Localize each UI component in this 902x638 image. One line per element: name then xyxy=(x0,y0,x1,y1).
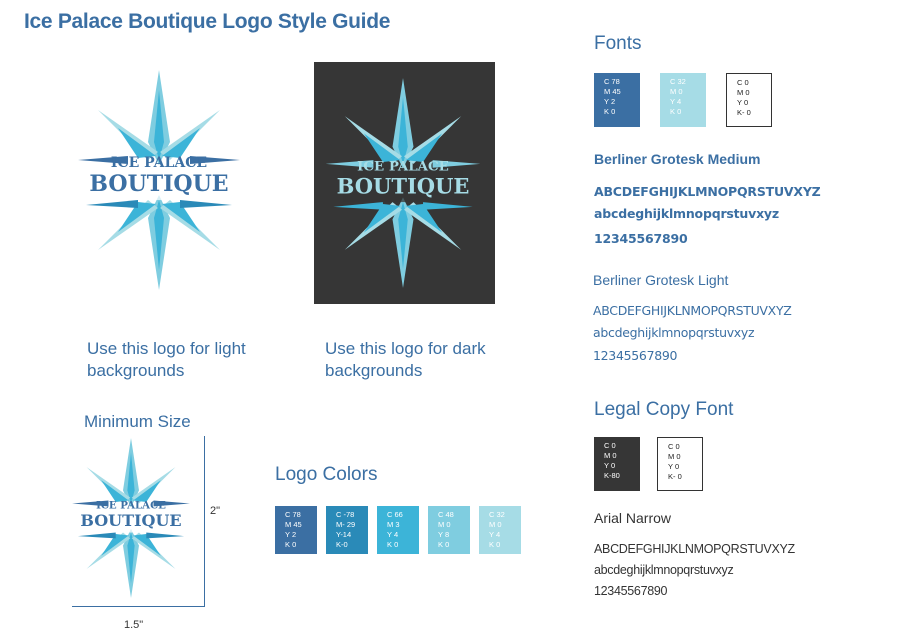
swatch-value: C 0 xyxy=(604,441,616,450)
logo-minimum-size xyxy=(72,438,190,598)
swatch-value: C 32 xyxy=(489,510,505,519)
swatch-value: C 0 xyxy=(737,78,749,87)
swatch-value: Y 8 xyxy=(438,530,450,539)
logo-color-swatch xyxy=(275,506,317,554)
logo-color-swatch xyxy=(479,506,521,554)
font-color-swatch xyxy=(660,73,706,127)
logo-line1: ICE PALACE xyxy=(96,499,166,512)
font-light-specimen xyxy=(593,300,792,367)
swatch-value: K-0 xyxy=(336,540,348,549)
fonts-heading: Fonts xyxy=(594,33,642,54)
caption-light xyxy=(87,338,246,382)
swatch-value: K 0 xyxy=(387,540,399,549)
font-light-digits: 12345567890 xyxy=(593,348,678,363)
swatch-value: Y-14 xyxy=(336,530,352,539)
minimum-size-heading: Minimum Size xyxy=(84,412,191,431)
logo-color-swatch xyxy=(326,506,368,554)
legal-color-swatch xyxy=(657,437,703,491)
swatch-value: Y 0 xyxy=(668,462,680,471)
swatch-value: M 0 xyxy=(489,520,502,529)
caption-dark xyxy=(325,338,486,382)
swatch-value: C 66 xyxy=(387,510,403,519)
width-dimension-line xyxy=(72,606,205,607)
swatch-value: M 45 xyxy=(285,520,302,529)
swatch-value: K 0 xyxy=(489,540,501,549)
font-light-lower: abcdeghijklmnopqrstuvxyz xyxy=(593,325,755,340)
swatch-value: M 0 xyxy=(670,87,683,96)
swatch-value: K 0 xyxy=(670,107,682,116)
swatch-value: M 0 xyxy=(604,451,617,460)
width-dimension-label: 1.5" xyxy=(124,619,144,631)
font-color-swatch xyxy=(726,73,772,127)
swatch-value: C 78 xyxy=(604,77,620,86)
swatch-value: Y 0 xyxy=(737,98,749,107)
swatch-value: K 0 xyxy=(604,107,616,116)
font-color-swatch xyxy=(594,73,640,127)
caption-dark-line1: Use this logo for dark xyxy=(325,339,486,358)
swatch-value: Y 4 xyxy=(670,97,682,106)
swatch-value: Y 2 xyxy=(285,530,297,539)
swatch-value: Y 2 xyxy=(604,97,616,106)
logo-line2: BOUTIQUE xyxy=(89,171,229,197)
logo-colors-heading: Logo Colors xyxy=(275,464,378,485)
swatch-value: C 78 xyxy=(285,510,301,519)
swatch-value: M- 29 xyxy=(336,520,356,529)
swatch-value: Y 4 xyxy=(489,530,501,539)
swatch-value: M 3 xyxy=(387,520,400,529)
swatch-value: C -78 xyxy=(336,510,355,519)
legal-font-upper: ABCDEFGHIJKLNMOPQRSTUVXYZ xyxy=(594,542,795,556)
swatch-value: K 0 xyxy=(438,540,450,549)
logo-color-swatch xyxy=(428,506,470,554)
legal-font-specimen xyxy=(594,539,795,602)
swatch-value: M 0 xyxy=(668,452,681,461)
font-medium-upper: ABCDEFGHIJKLMNOPQRSTUVXYZ xyxy=(594,184,821,199)
height-dimension-line xyxy=(204,436,205,606)
caption-dark-line2: backgrounds xyxy=(325,361,423,380)
font-medium-digits: 12345567890 xyxy=(594,231,688,246)
swatch-value: C 48 xyxy=(438,510,454,519)
swatch-value: Y 0 xyxy=(604,461,616,470)
legal-font-name: Arial Narrow xyxy=(594,510,672,526)
page-title: Ice Palace Boutique Logo Style Guide xyxy=(24,10,391,33)
swatch-value: M 0 xyxy=(737,88,750,97)
swatch-value: Y 4 xyxy=(387,530,399,539)
swatch-value: K-80 xyxy=(604,471,620,480)
font-light-name: Berliner Grotesk Light xyxy=(593,272,729,288)
logo-color-swatch xyxy=(377,506,419,554)
font-medium-specimen xyxy=(594,181,821,250)
logo-line2: BOUTIQUE xyxy=(336,173,470,199)
logo-light xyxy=(78,70,240,290)
font-light-upper: ABCDEFGHIJKLNMOPQRSTUVXYZ xyxy=(593,303,792,318)
legal-copy-heading: Legal Copy Font xyxy=(594,399,734,420)
logo-line1: ICE PALACE xyxy=(110,155,208,171)
font-medium-lower: abcdeghijklmnopqrstuvxyz xyxy=(594,206,779,221)
legal-font-lower: abcdeghijklmnopqrstuvxyz xyxy=(594,563,734,577)
swatch-value: C 32 xyxy=(670,77,686,86)
swatch-value: K- 0 xyxy=(668,472,682,481)
font-medium-name: Berliner Grotesk Medium xyxy=(594,151,761,167)
logo-line2: BOUTIQUE xyxy=(80,511,182,530)
legal-color-swatch xyxy=(594,437,640,491)
logo-dark xyxy=(322,78,484,288)
legal-font-digits: 12345567890 xyxy=(594,584,668,598)
logo-line1: ICE PALACE xyxy=(357,158,449,175)
swatch-value: M 45 xyxy=(604,87,621,96)
swatch-value: K- 0 xyxy=(737,108,751,117)
swatch-value: K 0 xyxy=(285,540,297,549)
swatch-value: C 0 xyxy=(668,442,680,451)
swatch-value: M 0 xyxy=(438,520,451,529)
caption-light-line1: Use this logo for light xyxy=(87,339,246,358)
height-dimension-label: 2" xyxy=(210,505,221,517)
caption-light-line2: backgrounds xyxy=(87,361,185,380)
